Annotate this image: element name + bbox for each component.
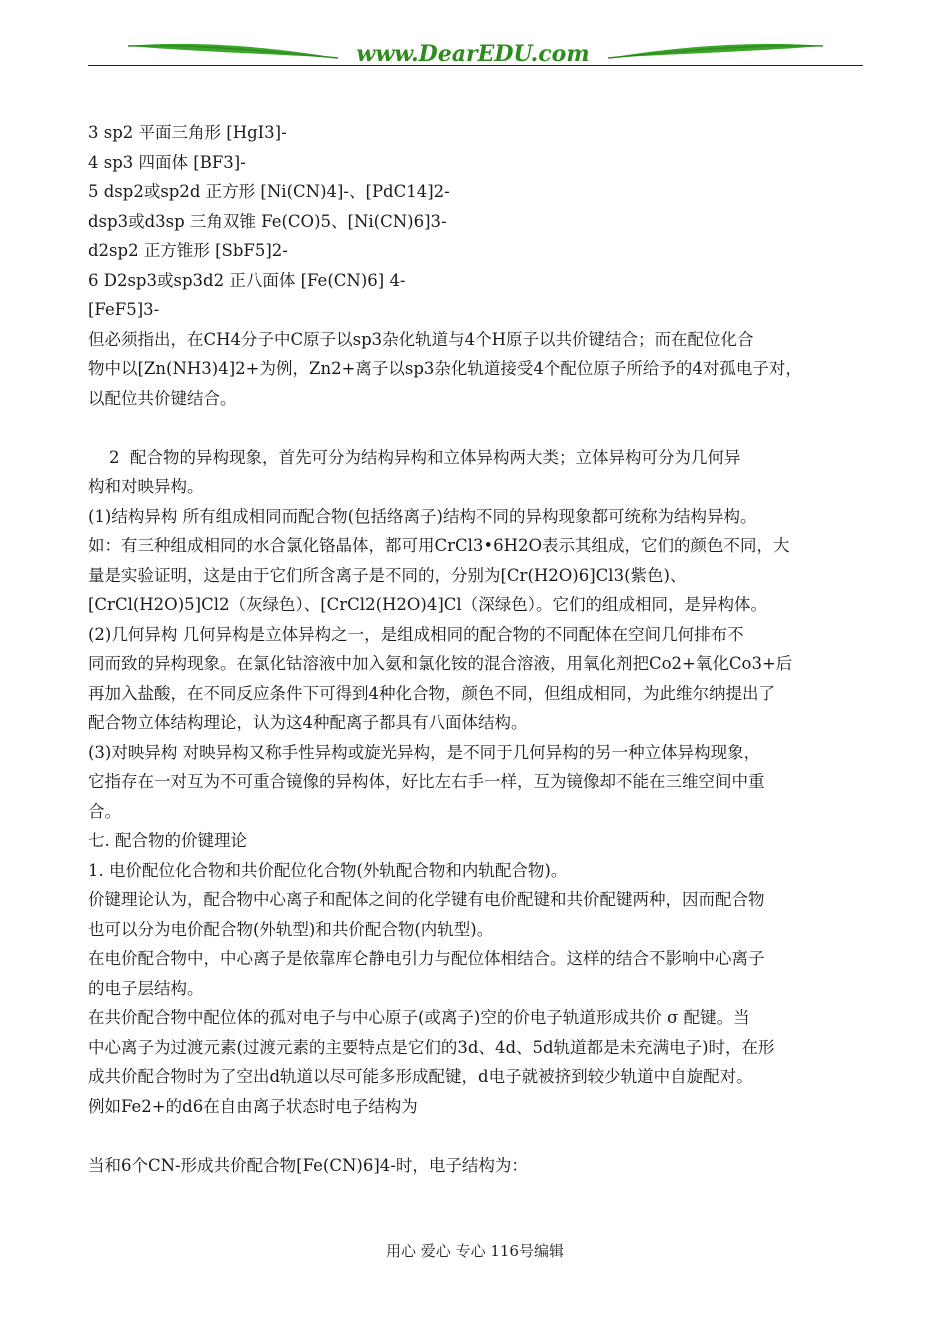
document-body (88, 118, 868, 1180)
text-line: 4 sp3 四面体 [BF3]- (88, 152, 246, 172)
text-line: 合。 (88, 801, 121, 821)
text-line: 如：有三种组成相同的水合氯化铬晶体，都可用CrCl3•6H2O表示其组成，它们的颜色不同，大 (88, 536, 790, 555)
text-line: 价键理论认为，配合物中心离子和配体之间的化学键有电价配键和共价配键两种，因而配合物 (88, 890, 765, 909)
text-line: (2)几何异构 几何异构是立体异构之一，是组成相同的配合物的不同配体在空间几何排布不 (88, 624, 744, 644)
logo-text: www.DearEDU.com (356, 41, 590, 67)
text-line: 构和对映异构。 (88, 477, 204, 496)
text-line: 在共价配合物中配位体的孤对电子与中心原子(或离子)空的价电子轨道形成共价 σ 配键。当 (88, 1008, 750, 1027)
text-line: [FeF5]3- (88, 300, 160, 319)
text-line: d2sp2 正方锥形 [SbF5]2- (88, 241, 288, 260)
text-line: (1)结构异构 所有组成相同而配合物(包括络离子)结构不同的异构现象都可统称为结构异构。 (88, 506, 757, 526)
site-logo-banner (88, 34, 863, 68)
section-heading: 七. 配合物的价键理论 (88, 831, 247, 850)
text-line: 的电子层结构。 (88, 978, 204, 998)
header-divider (88, 65, 863, 66)
text-line: 再加入盐酸，在不同反应条件下可得到4种化合物，颜色不同，但组成相同，为此维尔纳提出了 (88, 683, 775, 703)
text-line: 同而致的异构现象。在氯化钴溶液中加入氨和氯化铵的混合溶液，用氧化剂把Co2+氧化Co3+后 (88, 654, 793, 673)
text-line: 当和6个CN-形成共价配合物[Fe(CN)6]4-时，电子结构为： (88, 1155, 528, 1175)
text-line: 它指存在一对互为不可重合镜像的异构体，好比左右手一样，互为镜像却不能在三维空间中重 (88, 772, 765, 791)
text-line: 也可以分为电价配合物(外轨型)和共价配合物(内轨型)。 (88, 919, 494, 939)
paragraph-gap (88, 1121, 868, 1151)
paragraph-gap (88, 413, 868, 443)
text-line: 例如Fe2+的d6在自由离子状态时电子结构为 (88, 1096, 418, 1116)
text-line: 3 sp2 平面三角形 [HgI3]- (88, 123, 287, 142)
text-line: 在电价配合物中，中心离子是依靠库仑静电引力与配位体相结合。这样的结合不影响中心离子 (88, 949, 765, 968)
text-line: 物中以[Zn(NH3)4]2+为例，Zn2+离子以sp3杂化轨道接受4个配位原子所给予的4对孤电子对， (88, 359, 802, 378)
text-line: (3)对映异构 对映异构又称手性异构或旋光异构，是不同于几何异构的另一种立体异构现象， (88, 742, 761, 762)
text-line: 5 dsp2或sp2d 正方形 [Ni(CN)4]-、[PdC14]2- (88, 182, 450, 201)
text-line: dsp3或d3sp 三角双锥 Fe(CO)5、[Ni(CN)6]3- (88, 211, 447, 231)
text-line: 成共价配合物时为了空出d轨道以尽可能多形成配键，d电子就被挤到较少轨道中自旋配对。 (88, 1067, 753, 1086)
text-line: 中心离子为过渡元素(过渡元素的主要特点是它们的3d、4d、5d轨道都是未充满电子)时，在形 (88, 1037, 775, 1057)
text-line: 但必须指出，在CH4分子中C原子以sp3杂化轨道与4个H原子以共价键结合；而在配位化合 (88, 329, 754, 349)
text-line: [CrCl(H2O)5]Cl2（灰绿色）、[CrCl2(H2O)4]Cl（深绿色）。它们的组成相同，是异构体。 (88, 595, 767, 614)
text-line: 量是实验证明，这是由于它们所含离子是不同的，分别为[Cr(H2O)6]Cl3(紫色)、 (88, 565, 687, 585)
text-line: 2 配合物的异构现象，首先可分为结构异构和立体异构两大类；立体异构可分为几何异 (88, 447, 741, 467)
text-line: 1. 电价配位化合物和共价配位化合物(外轨配合物和内轨配合物)。 (88, 860, 568, 880)
text-line: 6 D2sp3或sp3d2 正八面体 [Fe(CN)6] 4- (88, 270, 406, 290)
text-line: 以配位共价键结合。 (88, 388, 237, 408)
page-footer: 用心 爱心 专心 116号编辑 (386, 1242, 564, 1260)
text-line: 配合物立体结构理论，认为这4种配离子都具有八面体结构。 (88, 713, 528, 732)
leaf-swoosh-icon (88, 34, 863, 68)
